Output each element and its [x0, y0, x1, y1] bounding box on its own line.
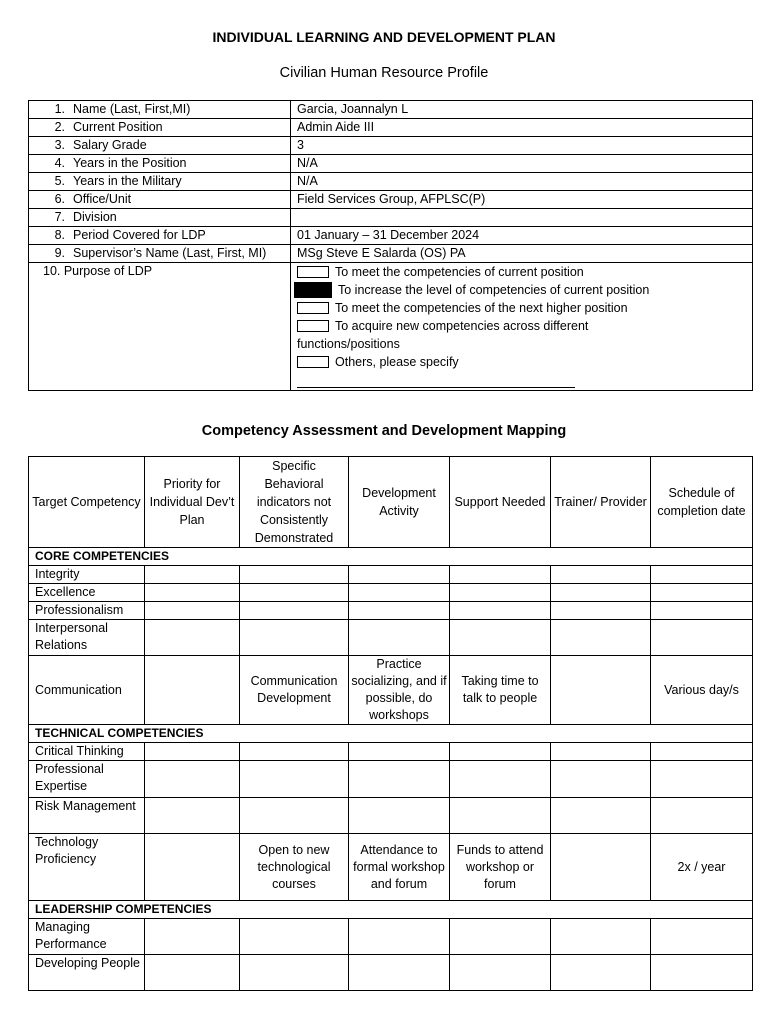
checkbox[interactable] [297, 302, 329, 314]
purpose-option-3: To meet the competencies of the next higher position [297, 299, 752, 317]
competency-table [28, 456, 753, 991]
table-row [29, 656, 753, 725]
row-number: 7. [54, 210, 65, 224]
row-label: Period Covered for LDP [73, 228, 206, 242]
table-row [29, 620, 753, 656]
core-competencies-heading: CORE COMPETENCIES [29, 548, 753, 566]
purpose-option-4-continuation: functions/positions [297, 337, 400, 351]
purpose-label: 10. Purpose of LDP [29, 263, 291, 391]
profile-row-salary [29, 137, 753, 155]
row-number: 4. [54, 156, 65, 170]
row-number: 8. [54, 228, 65, 242]
division-value [291, 209, 753, 227]
purpose-option-4: To acquire new competencies across different [297, 317, 752, 335]
table-row [29, 955, 753, 991]
header-indicators: Specific Behavioral indicators not Consistently Demonstrated [240, 457, 349, 548]
row-number: 2. [54, 120, 65, 134]
checkbox[interactable] [297, 320, 329, 332]
row-label: Supervisor’s Name (Last, First, MI) [73, 246, 267, 260]
profile-row-name [29, 101, 753, 119]
row-developing-people: Developing People [29, 955, 145, 991]
profile-row-position [29, 119, 753, 137]
profile-row-years-military [29, 173, 753, 191]
supervisor-value: MSg Steve E Salarda (OS) PA [291, 245, 753, 263]
technology-schedule[interactable]: 2x / year [651, 834, 753, 901]
row-interpersonal: Interpersonal Relations [29, 620, 145, 656]
table-row [29, 584, 753, 602]
row-number: 6. [54, 192, 65, 206]
leadership-competencies-heading: LEADERSHIP COMPETENCIES [29, 901, 753, 919]
row-number: 1. [54, 102, 65, 116]
row-label: Office/Unit [73, 192, 132, 206]
checkbox[interactable] [297, 356, 329, 368]
row-label: Years in the Military [73, 174, 182, 188]
row-managing-performance: Managing Performance [29, 919, 145, 955]
position-value: Admin Aide III [291, 119, 753, 137]
row-risk-management: Risk Management [29, 798, 145, 834]
table-row [29, 834, 753, 901]
period-value: 01 January – 31 December 2024 [291, 227, 753, 245]
table-row [29, 602, 753, 620]
purpose-option-2: To increase the level of competencies of current position [297, 281, 752, 299]
table-row [29, 919, 753, 955]
profile-table [28, 100, 753, 391]
communication-indicators[interactable]: Communication Development [240, 656, 349, 725]
section-row [29, 901, 753, 919]
specify-line[interactable] [297, 377, 575, 388]
technology-support[interactable]: Funds to attend workshop or forum [450, 834, 551, 901]
checkbox-checked[interactable] [294, 282, 332, 298]
profile-row-purpose [29, 263, 753, 391]
table-row [29, 761, 753, 798]
office-value: Field Services Group, AFPLSC(P) [291, 191, 753, 209]
header-priority: Priority for Individual Dev’t Plan [145, 457, 240, 548]
row-number: 5. [54, 174, 65, 188]
section-row [29, 548, 753, 566]
technology-activity[interactable]: Attendance to formal workshop and forum [349, 834, 450, 901]
communication-activity[interactable]: Practice socializing, and if possible, do workshops [349, 656, 450, 725]
profile-row-office [29, 191, 753, 209]
row-professionalism: Professionalism [29, 602, 145, 620]
purpose-option-1: To meet the competencies of current position [297, 263, 752, 281]
purpose-options [291, 263, 753, 391]
table-row [29, 798, 753, 834]
table-row [29, 566, 753, 584]
technology-indicators[interactable]: Open to new technological courses [240, 834, 349, 901]
row-label: Division [73, 210, 117, 224]
row-label: Current Position [73, 120, 163, 134]
row-number: 3. [54, 138, 65, 152]
communication-schedule[interactable]: Various day/s [651, 656, 753, 725]
document-title: INDIVIDUAL LEARNING AND DEVELOPMENT PLAN [212, 29, 556, 45]
communication-support[interactable]: Taking time to talk to people [450, 656, 551, 725]
header-target: Target Competency [29, 457, 145, 548]
profile-row-division [29, 209, 753, 227]
row-technology-proficiency: Technology Proficiency [29, 834, 145, 901]
row-number: 9. [54, 246, 65, 260]
years-position-value: N/A [291, 155, 753, 173]
header-trainer: Trainer/ Provider [551, 457, 651, 548]
row-integrity: Integrity [29, 566, 145, 584]
row-label: Years in the Position [73, 156, 187, 170]
row-professional-expertise: Professional Expertise [29, 761, 145, 798]
table-row [29, 743, 753, 761]
header-support: Support Needed [450, 457, 551, 548]
row-label: Salary Grade [73, 138, 147, 152]
profile-row-years-position [29, 155, 753, 173]
row-critical-thinking: Critical Thinking [29, 743, 145, 761]
header-schedule: Schedule of completion date [651, 457, 753, 548]
section-title: Competency Assessment and Development Mapping [201, 423, 567, 439]
technical-competencies-heading: TECHNICAL COMPETENCIES [29, 725, 753, 743]
document-subtitle: Civilian Human Resource Profile [279, 65, 489, 81]
row-communication: Communication [29, 656, 145, 725]
purpose-option-5: Others, please specify [297, 353, 752, 371]
name-value: Garcia, Joannalyn L [291, 101, 753, 119]
checkbox[interactable] [297, 266, 329, 278]
header-row [29, 457, 753, 548]
row-label: Name (Last, First,MI) [73, 102, 191, 116]
header-activity: Development Activity [349, 457, 450, 548]
salary-grade-value: 3 [291, 137, 753, 155]
profile-row-period [29, 227, 753, 245]
section-row [29, 725, 753, 743]
years-military-value: N/A [291, 173, 753, 191]
profile-row-supervisor [29, 245, 753, 263]
row-excellence: Excellence [29, 584, 145, 602]
